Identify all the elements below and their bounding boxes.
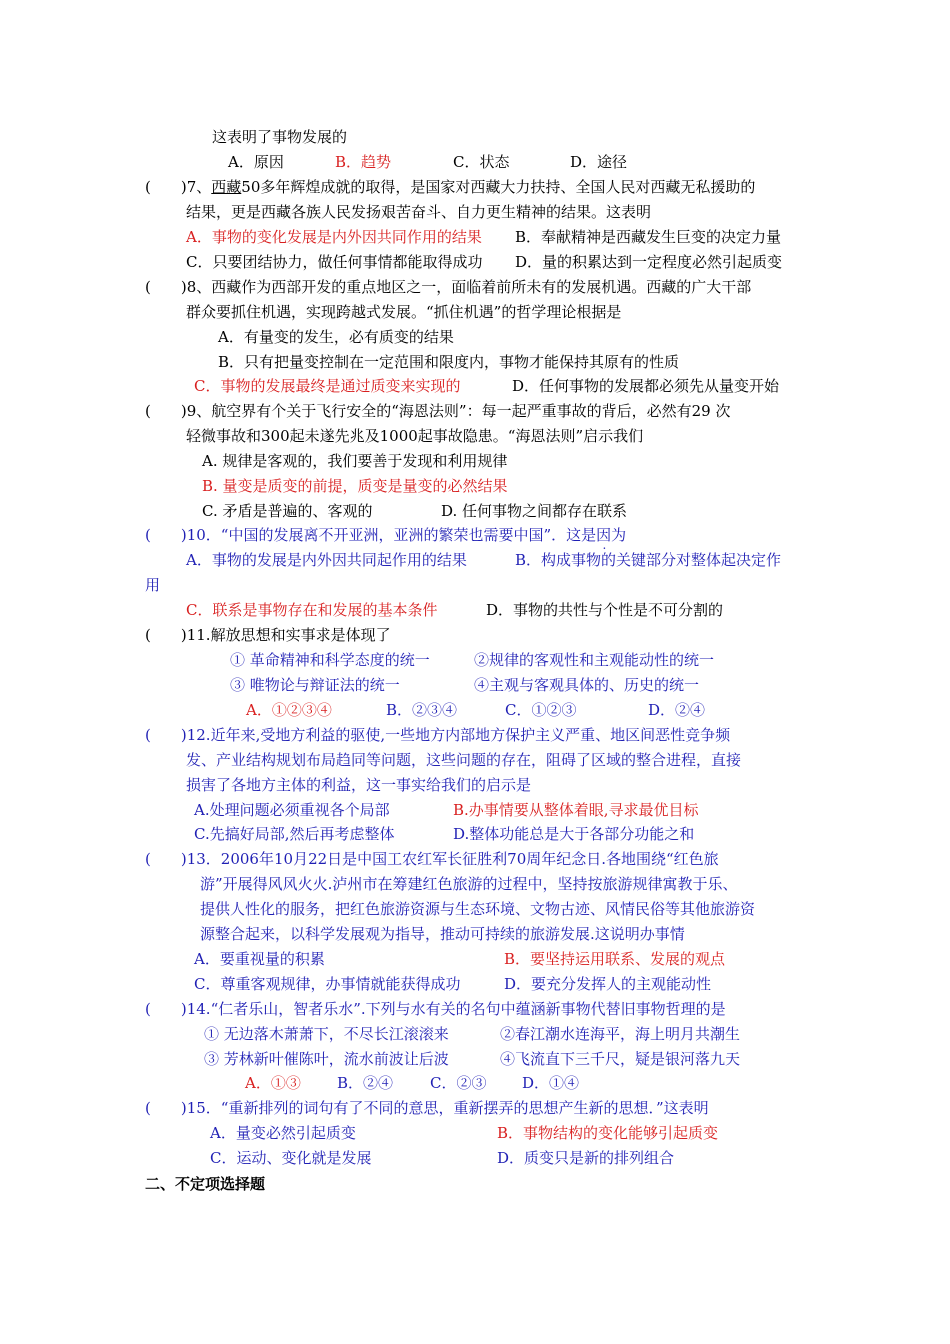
answer-blank: ( ) xyxy=(145,726,187,744)
q8-option-c: C．事物的发展最终是通过质变来实现的 xyxy=(194,377,461,395)
q13-stem-text: 13．2006年10月22日是中国工农红军长征胜利70周年纪念日.各地围绕“红色旅 xyxy=(186,850,719,868)
q13-stem-line4: 源整合起来，以科学发展观为指导，推动可持续的旅游发展.这说明办事情 xyxy=(200,925,685,943)
q12-option-d: D.整体功能总是大于各部分功能之和 xyxy=(453,825,695,843)
answer-blank: ( ) xyxy=(145,278,187,296)
q11-statement-2: ②规律的客观性和主观能动性的统一 xyxy=(474,651,715,669)
q6-stem-tail: 这表明了事物发展的 xyxy=(212,128,348,146)
q9-option-a: A. 规律是客观的，我们要善于发现和利用规律 xyxy=(202,452,508,470)
q15-stem xyxy=(145,1098,709,1118)
answer-blank: ( ) xyxy=(145,526,187,544)
q8-stem-text: 8、西藏作为西部开发的重点地区之一，面临着前所未有的发展机遇。西藏的广大干部 xyxy=(186,278,752,296)
q15-stem-text: 15．“重新排列的词句有了不同的意思，重新摆弄的思想产生新的思想．”这表明 xyxy=(186,1099,709,1117)
emphasis-dot-char: 因 xyxy=(596,526,612,544)
question-number: 7、 xyxy=(186,178,212,196)
q11-statement-1: ① 革命精神和科学态度的统一 xyxy=(230,651,430,669)
q8-option-d: D．任何事物的发展都必须先从量变开始 xyxy=(512,377,780,395)
q12-stem-line2: 发、产业结构规划布局趋同等问题，这些问题的存在，阻碍了区域的整合进程，直接 xyxy=(186,751,742,769)
q14-stem xyxy=(145,999,726,1019)
q11-statement-4: ④主观与客观具体的、历史的统一 xyxy=(474,676,700,694)
q7-option-c: C．只要团结协力，做任何事情都能取得成功 xyxy=(186,253,483,271)
answer-blank: ( ) xyxy=(145,1000,187,1018)
q11-option-b: B．②③④ xyxy=(386,701,458,719)
q6-option-b: B．趋势 xyxy=(335,153,392,171)
q7-option-b: B．奉献精神是西藏发生巨变的决定力量 xyxy=(515,228,782,246)
q6-option-c: C．状态 xyxy=(453,153,510,171)
q10-option-c: C．联系是事物存在和发展的基本条件 xyxy=(186,601,438,619)
q9-stem-line1 xyxy=(145,401,730,421)
q11-statement-3: ③ 唯物论与辩证法的统一 xyxy=(230,676,400,694)
q7-stem-line2: 结果，更是西藏各族人民发扬艰苦奋斗、自力更生精神的结果。这表明 xyxy=(186,203,652,221)
q13-option-c: C．尊重客观规律，办事情就能获得成功 xyxy=(194,975,461,993)
q11-stem xyxy=(145,625,391,645)
q8-stem-line1 xyxy=(145,277,751,297)
q9-option-d: D. 任何事物之间都存在联系 xyxy=(441,502,628,520)
q12-option-b: B.办事情要从整体着眼,寻求最优目标 xyxy=(453,801,699,819)
answer-blank: ( ) xyxy=(145,402,187,420)
q10-stem-end: 为 xyxy=(611,526,627,544)
answer-blank: ( ) xyxy=(145,850,187,868)
q8-option-b: B．只有把量变控制在一定范围和限度内，事物才能保持其原有的性质 xyxy=(218,353,680,371)
q13-stem-line2: 游”开展得风风火火.泸州市在筹建红色旅游的过程中，坚持按旅游规律寓教于乐、 xyxy=(200,875,738,893)
q15-option-c: C．运动、变化就是发展 xyxy=(210,1149,372,1167)
q7-stem-text: 50多年辉煌成就的取得，是国家对西藏大力扶持、全国人民对西藏无私援助的 xyxy=(241,178,756,196)
q10-option-d: D．事物的共性与个性是不可分割的 xyxy=(486,601,724,619)
q12-option-a: A.处理问题必须重视各个局部 xyxy=(194,801,390,819)
q13-option-a: A．要重视量的积累 xyxy=(194,950,325,968)
q6-option-a: A．原因 xyxy=(228,153,284,171)
q14-statement-2: ②春江潮水连海平，海上明月共潮生 xyxy=(500,1025,741,1043)
underlined-keyword: 西藏 xyxy=(211,178,242,196)
q10-stem-text: 10．“中国的发展离不开亚洲，亚洲的繁荣也需要中国”．这是 xyxy=(186,526,597,544)
q7-option-a: A．事物的变化发展是内外因共同作用的结果 xyxy=(186,228,482,246)
q9-option-b: B. 量变是质变的前提，质变是量变的必然结果 xyxy=(202,477,508,495)
q10-option-b-wrap: 用 xyxy=(145,576,161,594)
q14-option-a: A．①③ xyxy=(245,1074,301,1092)
q11-option-a: A．①②③④ xyxy=(246,701,332,719)
q7-stem-line1 xyxy=(145,177,755,197)
q13-option-d: D．要充分发挥人的主观能动性 xyxy=(504,975,712,993)
q9-option-c: C. 矛盾是普遍的、客观的 xyxy=(202,502,373,520)
q12-stem-line3: 损害了各地方主体的利益，这一事实给我们的启示是 xyxy=(186,776,532,794)
q14-statement-1: ① 无边落木萧萧下，不尽长江滚滚来 xyxy=(204,1025,449,1043)
q12-option-c: C.先搞好局部,然后再考虑整体 xyxy=(194,825,395,843)
q12-stem-line1 xyxy=(145,725,730,745)
q14-stem-text: 14.“仁者乐山，智者乐水”.下列与水有关的名句中蕴涵新事物代替旧事物哲理的是 xyxy=(186,1000,726,1018)
q10-option-a: A．事物的发展是内外因共同起作用的结果 xyxy=(186,551,467,569)
q8-stem-line2: 群众要抓住机遇，实现跨越式发展。“抓住机遇”的哲学理论根据是 xyxy=(186,303,622,321)
q11-stem-text: 11.解放思想和实事求是体现了 xyxy=(186,626,391,644)
q8-option-a: A．有量变的发生，必有质变的结果 xyxy=(218,328,454,346)
answer-blank: ( ) xyxy=(145,1099,187,1117)
q11-option-c: C．①②③ xyxy=(505,701,577,719)
q15-option-a: A．量变必然引起质变 xyxy=(210,1124,356,1142)
q14-option-c: C．②③ xyxy=(430,1074,487,1092)
q13-stem-line1 xyxy=(145,849,719,869)
q7-option-d: D．量的积累达到一定程度必然引起质变 xyxy=(515,253,783,271)
q10-stem xyxy=(145,525,626,545)
q11-option-d: D．②④ xyxy=(648,701,706,719)
q9-stem-line2: 轻微事故和300起未遂先兆及1000起事故隐患。“海恩法则”启示我们 xyxy=(186,427,644,445)
q13-option-b: B．要坚持运用联系、发展的观点 xyxy=(504,950,726,968)
answer-blank: ( ) xyxy=(145,178,187,196)
q13-stem-line3: 提供人性化的服务，把红色旅游资源与生态环境、文物古迹、风情民俗等其他旅游资 xyxy=(200,900,756,918)
q6-option-d: D．途径 xyxy=(570,153,628,171)
answer-blank: ( ) xyxy=(145,626,187,644)
q15-option-b: B．事物结构的变化能够引起质变 xyxy=(497,1124,719,1142)
q15-option-d: D．质变只是新的排列组合 xyxy=(497,1149,675,1167)
q12-stem-text: 12.近年来,受地方利益的驱使,一些地方内部地方保护主义严重、地区间恶性竞争频 xyxy=(186,726,731,744)
q14-statement-3: ③ 芳林新叶催陈叶，流水前波让后波 xyxy=(204,1050,449,1068)
section-heading: 二、不定项选择题 xyxy=(145,1175,266,1193)
q14-statement-4: ④飞流直下三千尺，疑是银河落九天 xyxy=(500,1050,741,1068)
q9-stem-text: 9、航空界有个关于飞行安全的“海恩法则”：每一起严重事故的背后，必然有29 次 xyxy=(186,402,731,420)
q10-option-b: B．构成事物的关键部分对整体起决定作 xyxy=(515,551,782,569)
q14-option-b: B．②④ xyxy=(337,1074,394,1092)
q14-option-d: D．①④ xyxy=(522,1074,580,1092)
